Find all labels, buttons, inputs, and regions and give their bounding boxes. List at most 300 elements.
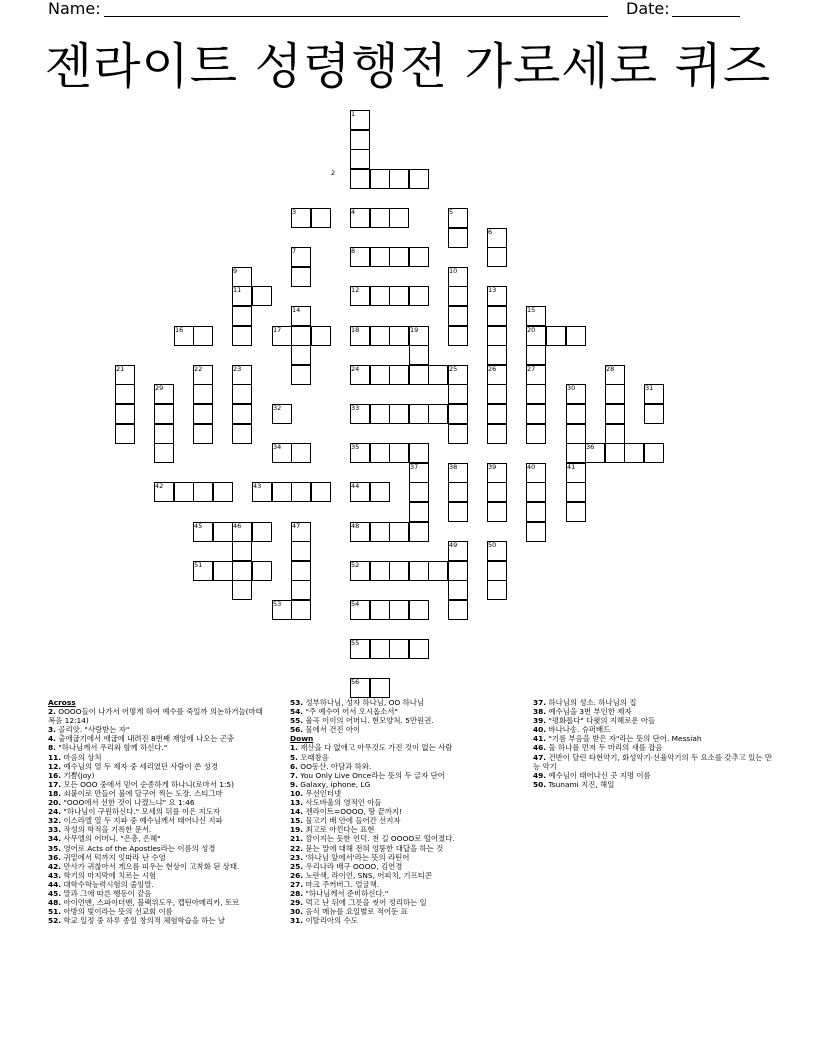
clue-item xyxy=(290,789,520,798)
clue-number-label: 29 xyxy=(155,384,164,392)
clue-item xyxy=(290,707,520,716)
crossword-cell[interactable] xyxy=(232,541,252,561)
crossword-cell[interactable] xyxy=(389,326,409,346)
crossword-cell[interactable] xyxy=(389,286,409,306)
clue-text: 출애굽기에서 애굽에 내려진 8번째 재앙에 나오는 곤충 xyxy=(55,734,235,744)
clue-number: 10. xyxy=(290,788,304,798)
clue-number-label: 41 xyxy=(567,463,576,471)
clue-text: 무선인터넷 xyxy=(303,788,342,798)
crossword-cell[interactable] xyxy=(291,365,311,385)
clue-item xyxy=(48,734,264,743)
crossword-cell[interactable] xyxy=(448,384,468,404)
clue-number: 55. xyxy=(290,716,304,726)
clue-number: 8. xyxy=(48,743,56,753)
crossword-cell[interactable] xyxy=(232,424,252,444)
crossword-cell[interactable] xyxy=(566,502,586,522)
clue-number: 18. xyxy=(48,788,62,798)
crossword-cell[interactable] xyxy=(291,443,311,463)
crossword-cell[interactable] xyxy=(487,247,507,267)
clue-number: 49. xyxy=(533,770,547,780)
crossword-cell[interactable] xyxy=(252,522,272,542)
clue-number: 42. xyxy=(48,861,62,871)
crossword-cell[interactable] xyxy=(370,404,390,424)
crossword-cell[interactable] xyxy=(605,443,625,463)
clue-number-label: 31 xyxy=(645,384,654,392)
clue-number-label: 53 xyxy=(273,600,282,608)
clue-item xyxy=(48,916,264,925)
clue-text: 모든 OOO 중에서 믿어 순종하게 하나니(로마서 1:5) xyxy=(61,779,235,789)
crossword-cell[interactable] xyxy=(291,326,311,346)
clue-text: 예수님의 열 두 제자 중 세리였던 사람이 쓴 성경 xyxy=(61,761,218,771)
crossword-cell[interactable] xyxy=(232,306,252,326)
crossword-cell[interactable] xyxy=(389,208,409,228)
clue-text: 작성의 학적을 기록한 문서. xyxy=(61,825,152,835)
crossword-cell[interactable] xyxy=(448,561,468,581)
crossword-cell[interactable] xyxy=(428,365,448,385)
crossword-cell[interactable] xyxy=(409,502,429,522)
crossword-cell[interactable] xyxy=(409,247,429,267)
clue-item xyxy=(290,880,520,889)
clue-number: 36. xyxy=(48,852,62,862)
clue-item xyxy=(290,771,520,780)
crossword-cell[interactable] xyxy=(409,561,429,581)
clue-number-label: 30 xyxy=(567,384,576,392)
clue-text: 건반이 달린 타현악기, 화성악기·선율악기의 두 요소를 갖추고 있는 만능 악기 xyxy=(533,752,772,771)
clue-item xyxy=(48,762,264,771)
crossword-cell[interactable] xyxy=(428,561,448,581)
clue-number-label: 27 xyxy=(527,365,536,373)
crossword-cell[interactable] xyxy=(213,522,233,542)
crossword-cell[interactable] xyxy=(291,580,311,600)
crossword-cell[interactable] xyxy=(526,482,546,502)
clue-number: 19. xyxy=(290,825,304,835)
crossword-cell[interactable] xyxy=(350,149,370,169)
clue-number: 44. xyxy=(48,879,62,889)
crossword-cell[interactable] xyxy=(448,286,468,306)
crossword-cell[interactable] xyxy=(409,365,429,385)
clue-number: 2. xyxy=(48,707,56,717)
clue-text: 재산을 다 없애고 아무것도 가진 것이 없는 사람 xyxy=(297,743,453,753)
clue-text: "주 예수여 어서 오시옵소서" xyxy=(303,707,398,717)
clue-number-label: 28 xyxy=(606,365,615,373)
clue-item xyxy=(533,698,773,707)
crossword-cell[interactable] xyxy=(154,443,174,463)
crossword-cell[interactable] xyxy=(350,169,370,189)
crossword-cell[interactable] xyxy=(291,600,311,620)
clue-number: 4. xyxy=(48,734,56,744)
crossword-cell[interactable] xyxy=(566,404,586,424)
clue-item xyxy=(48,907,264,916)
crossword-cell[interactable] xyxy=(291,541,311,561)
crossword-cell[interactable] xyxy=(409,522,429,542)
crossword-cell[interactable] xyxy=(566,443,586,463)
crossword-cell[interactable] xyxy=(487,345,507,365)
crossword-cell[interactable] xyxy=(448,228,468,248)
clue-text: 율곡 이이의 어머니. 현모양처. 5만원권. xyxy=(303,716,434,726)
clue-number-label: 22 xyxy=(194,365,203,373)
crossword-cell[interactable] xyxy=(566,424,586,444)
clue-item xyxy=(533,771,773,780)
crossword-cell[interactable] xyxy=(370,561,390,581)
crossword-cell[interactable] xyxy=(193,404,213,424)
clue-number-label: 32 xyxy=(273,404,282,412)
crossword-cell[interactable] xyxy=(389,522,409,542)
crossword-cell[interactable] xyxy=(605,424,625,444)
clue-number-label: 55 xyxy=(351,639,360,647)
clue-number: 9. xyxy=(290,779,298,789)
crossword-cell[interactable] xyxy=(644,404,664,424)
crossword-cell[interactable] xyxy=(193,424,213,444)
clue-text: 오래참음 xyxy=(297,752,329,762)
crossword-cell[interactable] xyxy=(154,404,174,424)
crossword-cell[interactable] xyxy=(546,326,566,346)
clue-text: "하나님께서 준비하신다." xyxy=(303,888,389,898)
clue-number-label: 49 xyxy=(449,541,458,549)
clue-number: 28. xyxy=(290,888,304,898)
crossword-cell[interactable] xyxy=(448,404,468,424)
crossword-cell[interactable] xyxy=(193,384,213,404)
clue-text: 깜이지는 듯한 언덕. 천 길 OOOO로 떨어졌다. xyxy=(303,834,455,844)
clue-text: 골리앗. "사랑받는 자" xyxy=(55,725,130,735)
crossword-cell[interactable] xyxy=(409,600,429,620)
crossword-cell[interactable] xyxy=(526,502,546,522)
down-clue-list-continued xyxy=(533,698,773,789)
crossword-cell[interactable] xyxy=(487,580,507,600)
clue-text: OO동산. 아담과 하와. xyxy=(297,761,372,771)
page-title: 젠라이트 성령행전 가로세로 퀴즈 xyxy=(44,38,772,95)
down-heading: Down xyxy=(290,734,314,744)
crossword-cell[interactable] xyxy=(232,326,252,346)
crossword-cell[interactable] xyxy=(389,247,409,267)
clue-item xyxy=(48,771,264,780)
clue-item xyxy=(48,862,264,871)
crossword-cell[interactable] xyxy=(487,424,507,444)
crossword-cell[interactable] xyxy=(174,482,194,502)
crossword-cell[interactable] xyxy=(389,443,409,463)
clue-number: 35. xyxy=(48,843,62,853)
clue-text: 음식 메뉴를 요일별로 적어둔 표 xyxy=(303,907,408,917)
crossword-cell[interactable] xyxy=(291,345,311,365)
crossword-cell[interactable] xyxy=(370,169,390,189)
crossword-cell[interactable] xyxy=(370,639,390,659)
clue-number-label: 43 xyxy=(253,482,262,490)
clue-item xyxy=(48,725,264,734)
crossword-cell[interactable] xyxy=(605,384,625,404)
crossword-cell[interactable] xyxy=(193,326,213,346)
clue-number-label: 50 xyxy=(488,541,497,549)
crossword-cell[interactable] xyxy=(272,482,292,502)
clue-number: 47. xyxy=(533,752,547,762)
crossword-cell[interactable] xyxy=(487,384,507,404)
crossword-cell[interactable] xyxy=(232,404,252,424)
crossword-cell[interactable] xyxy=(487,561,507,581)
crossword-cell[interactable] xyxy=(526,345,546,365)
clue-text: 마음의 상처 xyxy=(61,752,102,762)
crossword-cell[interactable] xyxy=(350,130,370,150)
crossword-cell[interactable] xyxy=(252,286,272,306)
crossword-cell[interactable] xyxy=(370,522,390,542)
clue-number: 43. xyxy=(48,870,62,880)
name-label: Name: xyxy=(48,0,101,18)
crossword-cell[interactable] xyxy=(370,208,390,228)
clue-number: 40. xyxy=(533,725,547,735)
clue-number: 53. xyxy=(290,698,304,707)
crossword-cell[interactable] xyxy=(428,404,448,424)
clue-item xyxy=(533,725,773,734)
across-heading: Across xyxy=(48,698,76,707)
clue-number-label: 24 xyxy=(351,365,360,373)
crossword-cell[interactable] xyxy=(409,482,429,502)
clues-column-3 xyxy=(533,698,773,789)
crossword-cell[interactable] xyxy=(487,502,507,522)
crossword-cell[interactable] xyxy=(291,561,311,581)
clue-number-label: 9 xyxy=(233,267,238,275)
clue-number-label: 23 xyxy=(233,365,242,373)
crossword-cell[interactable] xyxy=(370,326,390,346)
clue-number: 37. xyxy=(533,698,547,707)
crossword-cell[interactable] xyxy=(232,384,252,404)
crossword-cell[interactable] xyxy=(526,404,546,424)
clue-number-label: 46 xyxy=(233,522,242,530)
clue-number-label: 15 xyxy=(527,306,536,314)
clue-number-label: 6 xyxy=(488,228,493,236)
clue-text: 묻는 말에 대해 전혀 엉뚱한 대답을 하는 것 xyxy=(303,843,444,853)
clue-number-label: 19 xyxy=(410,326,419,334)
clue-number: 56. xyxy=(290,725,304,735)
clue-number-label: 42 xyxy=(155,482,164,490)
clue-text: 사도바울의 영적인 아들 xyxy=(303,798,382,808)
clue-number-label: 38 xyxy=(449,463,458,471)
crossword-cell[interactable] xyxy=(193,482,213,502)
clue-text: You Only Live Once라는 뜻의 두 글자 단어 xyxy=(297,770,445,780)
clue-item xyxy=(290,816,520,825)
crossword-cell[interactable] xyxy=(448,306,468,326)
clue-number: 5. xyxy=(290,752,298,762)
clue-text: 학기의 마지막에 치르는 시험 xyxy=(61,870,157,880)
clue-item xyxy=(533,780,773,789)
crossword-cell[interactable] xyxy=(566,482,586,502)
clue-item xyxy=(290,853,520,862)
crossword-cell[interactable] xyxy=(409,639,429,659)
clue-item xyxy=(48,816,264,825)
crossword-cell[interactable] xyxy=(487,306,507,326)
crossword-cell[interactable] xyxy=(526,522,546,542)
clue-number-label: 36 xyxy=(586,443,595,451)
clue-number-label: 35 xyxy=(351,443,360,451)
crossword-cell[interactable] xyxy=(409,286,429,306)
crossword-cell[interactable] xyxy=(389,639,409,659)
clue-text: OOOO들이 나가서 어떻게 하여 예수를 죽일까 의논하거늘(마태복음 12:14) xyxy=(48,707,263,726)
clue-item xyxy=(290,807,520,816)
clue-number-label: 39 xyxy=(488,463,497,471)
clue-number: 7. xyxy=(290,770,298,780)
clue-item xyxy=(48,844,264,853)
clue-number: 21. xyxy=(290,834,304,844)
crossword-cell[interactable] xyxy=(389,600,409,620)
clue-text: 만사가 귀찮아서 게으름 피우는 현상이 고착화 된 상태. xyxy=(61,861,240,871)
clue-item xyxy=(48,798,264,807)
crossword-cell[interactable] xyxy=(370,482,390,502)
clue-number-label: 2 xyxy=(331,169,336,177)
clue-item xyxy=(48,825,264,834)
clue-text: 예수님을 3번 부인한 제자 xyxy=(546,707,632,717)
clue-number-label: 4 xyxy=(351,208,356,216)
crossword-cell[interactable] xyxy=(291,267,311,287)
clue-number: 45. xyxy=(48,888,62,898)
crossword-cell[interactable] xyxy=(409,169,429,189)
clue-number: 11. xyxy=(48,752,62,762)
clue-item xyxy=(290,725,520,734)
crossword-cell[interactable] xyxy=(644,443,664,463)
clue-text: Galaxy, iphone, LG xyxy=(297,779,371,789)
clue-item xyxy=(533,734,773,743)
clue-number: 6. xyxy=(290,761,298,771)
clue-number: 22. xyxy=(290,843,304,853)
crossword-cell[interactable] xyxy=(389,561,409,581)
clue-number-label: 17 xyxy=(273,326,282,334)
date-label: Date: xyxy=(626,0,670,18)
clue-number: 39. xyxy=(533,716,547,726)
crossword-cell[interactable] xyxy=(389,365,409,385)
clue-text: 노란색, 라이언, SNS, 어피치, 기프티콘 xyxy=(303,870,432,880)
crossword-cell[interactable] xyxy=(154,424,174,444)
clue-number: 16. xyxy=(48,770,62,780)
clue-item xyxy=(290,844,520,853)
crossword-cell[interactable] xyxy=(232,561,252,581)
crossword-cell[interactable] xyxy=(487,326,507,346)
crossword-cell[interactable] xyxy=(605,404,625,424)
clue-text: 하나님의 성소. 하나님의 집 xyxy=(546,698,637,707)
crossword-cell[interactable] xyxy=(115,384,135,404)
crossword-cell[interactable] xyxy=(232,580,252,600)
clue-item xyxy=(48,753,264,762)
clue-number-label: 40 xyxy=(527,463,536,471)
clue-text: 아방의 빛이라는 뜻의 선교회 이름 xyxy=(61,907,173,917)
crossword-cell[interactable] xyxy=(213,482,233,502)
clue-text: 물에서 건진 아이 xyxy=(303,725,361,735)
clue-number-label: 1 xyxy=(351,110,356,118)
crossword-cell[interactable] xyxy=(448,482,468,502)
crossword-cell[interactable] xyxy=(624,443,644,463)
clue-number-label: 16 xyxy=(175,326,184,334)
clue-item xyxy=(290,898,520,907)
crossword-cell[interactable] xyxy=(115,424,135,444)
across-clue-list-continued xyxy=(290,698,520,734)
crossword-cell[interactable] xyxy=(409,404,429,424)
clue-text: 학교 일정 중 하루 종일 창의적 체험학습을 하는 날 xyxy=(61,916,226,926)
crossword-cell[interactable] xyxy=(311,326,331,346)
clue-number-label: 34 xyxy=(273,443,282,451)
crossword-cell[interactable] xyxy=(370,443,390,463)
crossword-cell[interactable] xyxy=(487,404,507,424)
clue-text: 예수님이 태어나신 곳 지명 이름 xyxy=(546,770,651,780)
clue-number-label: 56 xyxy=(351,678,360,686)
clue-number-label: 37 xyxy=(410,463,419,471)
clue-item xyxy=(290,753,520,762)
clue-number-label: 11 xyxy=(233,286,242,294)
clue-item xyxy=(290,916,520,925)
clue-number-label: 8 xyxy=(351,247,356,255)
clue-number-label: 18 xyxy=(351,326,360,334)
clue-item xyxy=(48,880,264,889)
clue-item xyxy=(533,753,773,771)
clue-number: 13. xyxy=(290,798,304,808)
clue-item xyxy=(48,853,264,862)
clue-number-label: 25 xyxy=(449,365,458,373)
crossword-cell[interactable] xyxy=(311,482,331,502)
clue-text: 젠라이트=OOOO, 땅 끝까지! xyxy=(303,807,403,817)
clue-number-label: 48 xyxy=(351,522,360,530)
clue-number-label: 21 xyxy=(116,365,125,373)
clue-text: 먹고 난 뒤에 그릇을 씻어 정리하는 일 xyxy=(303,898,427,908)
clue-number: 31. xyxy=(290,916,304,926)
clue-number: 51. xyxy=(48,907,62,917)
clue-number: 15. xyxy=(290,816,304,826)
clue-number-label: 12 xyxy=(351,286,360,294)
clue-item xyxy=(48,743,264,752)
clue-text: 아이언맨, 스파이더맨, 블랙위도우, 캡틴아메리카, 토르 xyxy=(61,898,240,908)
crossword-cell[interactable] xyxy=(252,561,272,581)
clue-item xyxy=(290,834,520,843)
crossword-cell[interactable] xyxy=(448,600,468,620)
clue-text: 이스라엘 열 두 지파 중 예수님께서 태어나신 지파 xyxy=(61,816,223,826)
clue-number-label: 47 xyxy=(292,522,301,530)
clue-number-label: 44 xyxy=(351,482,360,490)
clue-number: 54. xyxy=(290,707,304,717)
clue-text: 사무엘의 어머니. "은총, 은혜" xyxy=(61,834,161,844)
clue-item xyxy=(290,825,520,834)
crossword-cell[interactable] xyxy=(448,326,468,346)
clue-item xyxy=(533,707,773,716)
crossword-cell[interactable] xyxy=(370,678,390,698)
clue-number: 12. xyxy=(48,761,62,771)
clue-number: 38. xyxy=(533,707,547,717)
clue-item xyxy=(290,716,520,725)
crossword-cell[interactable] xyxy=(370,286,390,306)
clue-text: 쇠붙이로 만들어 불에 달구어 찍는 도장. 스티그마 xyxy=(61,788,223,798)
crossword-cell[interactable] xyxy=(409,443,429,463)
crossword-cell[interactable] xyxy=(448,424,468,444)
clue-item xyxy=(290,780,520,789)
clue-number: 48. xyxy=(48,898,62,908)
crossword-cell[interactable] xyxy=(526,424,546,444)
crossword-cell[interactable] xyxy=(487,482,507,502)
crossword-cell[interactable] xyxy=(409,345,429,365)
crossword-cell[interactable] xyxy=(311,208,331,228)
clue-item xyxy=(48,789,264,798)
crossword-cell[interactable] xyxy=(448,580,468,600)
crossword-cell[interactable] xyxy=(213,561,233,581)
crossword-cell[interactable] xyxy=(448,502,468,522)
clue-number: 46. xyxy=(533,743,547,753)
crossword-cell[interactable] xyxy=(566,326,586,346)
crossword-cell[interactable] xyxy=(389,404,409,424)
crossword-cell[interactable] xyxy=(370,365,390,385)
clue-text: 둘 하나를 먼저 두 마리의 새를 잡음 xyxy=(546,743,663,753)
crossword-cell[interactable] xyxy=(115,404,135,424)
clue-number-label: 13 xyxy=(488,286,497,294)
clue-number: 23. xyxy=(290,852,304,862)
crossword-cell[interactable] xyxy=(370,247,390,267)
clue-text: 말과 그에 따른 행동이 같음 xyxy=(61,888,152,898)
crossword-cell[interactable] xyxy=(526,384,546,404)
across-clue-list xyxy=(48,707,264,925)
crossword-cell[interactable] xyxy=(370,600,390,620)
crossword-cell[interactable] xyxy=(389,169,409,189)
clue-text: 영어로 Acts of the Apostles라는 이름의 성경 xyxy=(61,843,216,853)
clue-text: 귀밑에서 턱까지 잇따라 난 수염 xyxy=(61,852,166,862)
crossword-cell[interactable] xyxy=(291,482,311,502)
